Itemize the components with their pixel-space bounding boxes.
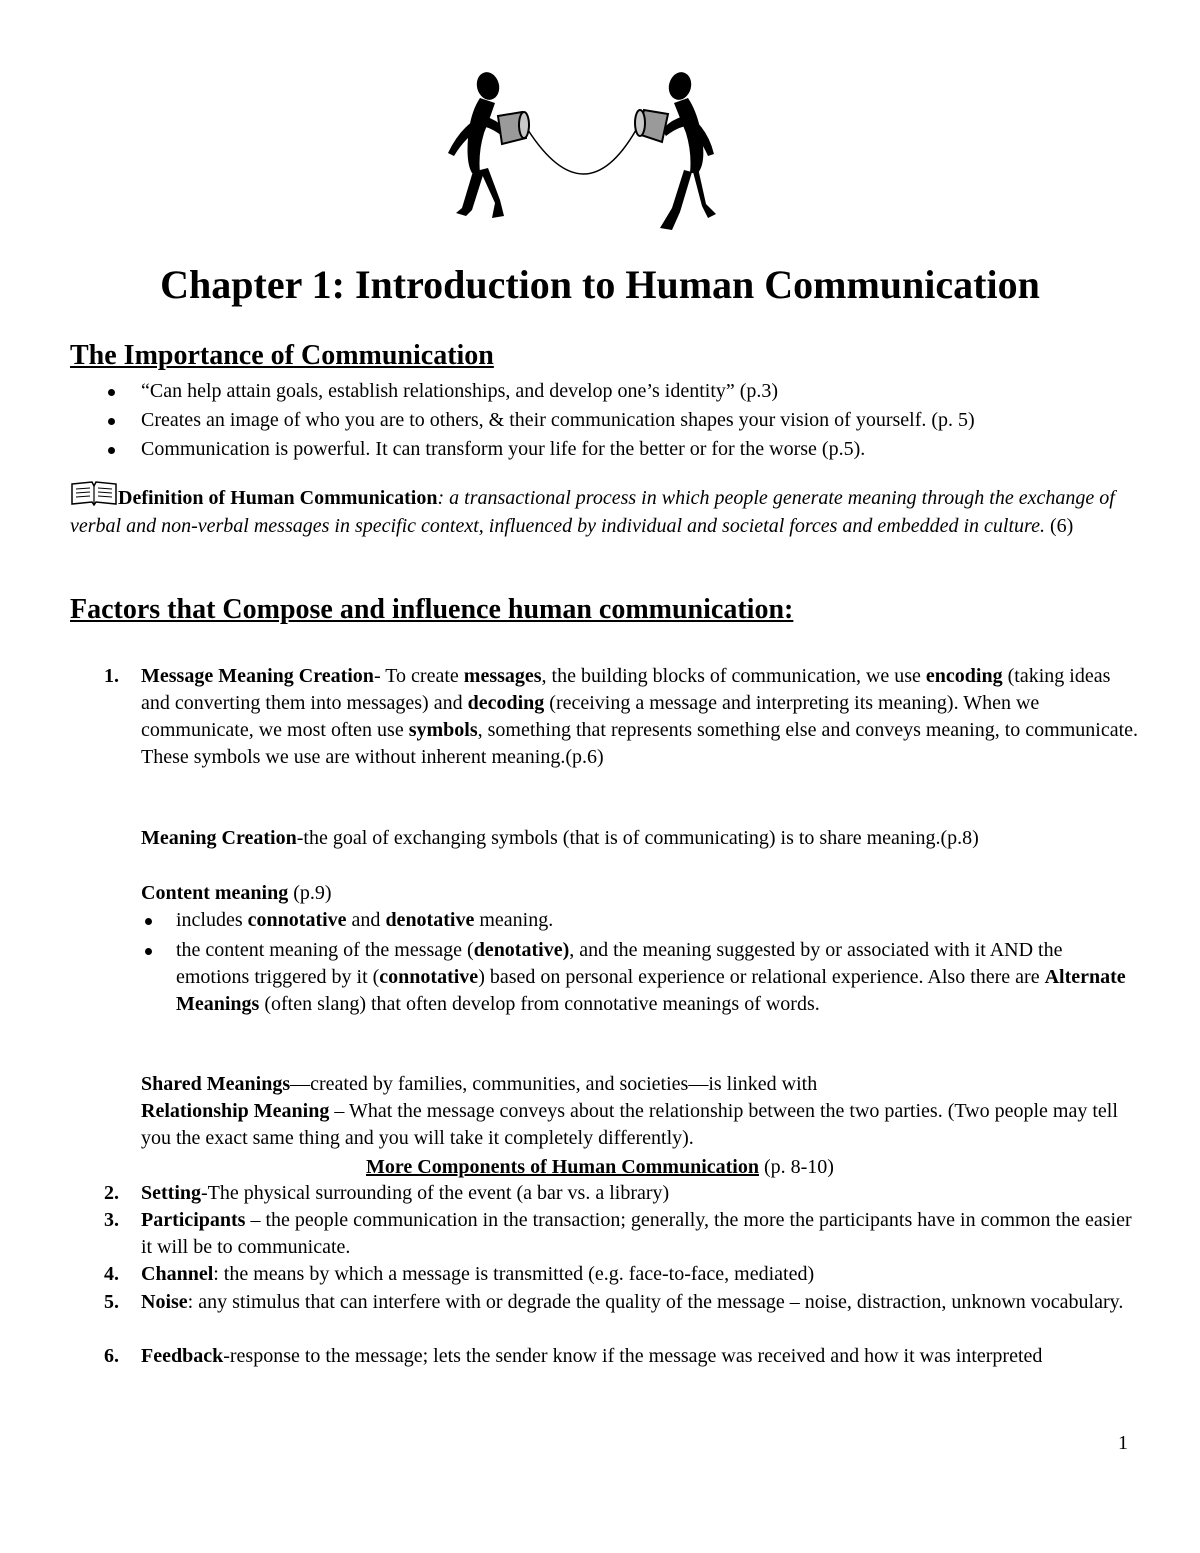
text-run: -the goal of exchanging symbols (that is of communicating) is to share meaning.(p.8)	[296, 827, 979, 849]
chapter-title: Chapter 1: Introduction to Human Communication	[160, 262, 1040, 307]
text-run: (p.9)	[288, 882, 332, 904]
bold-term: encoding	[925, 665, 1003, 687]
channel-item	[141, 1261, 1141, 1288]
content-meaning-paragraph	[141, 880, 1141, 907]
bold-term: Message Meaning Creation	[141, 665, 374, 687]
page-number: 1	[1118, 1432, 1128, 1454]
list-number: 5.	[104, 1291, 119, 1313]
text-run: , the building blocks of communication, we use	[541, 665, 926, 687]
bold-term: Meaning Creation	[141, 827, 297, 849]
list-number: 2.	[104, 1182, 119, 1204]
text-run: , and the meaning suggested by or associated with it AND the emotions triggered by it (	[176, 939, 1063, 988]
bold-term: decoding	[467, 692, 545, 714]
message-meaning-creation-paragraph	[141, 663, 1141, 771]
text-run: - To create	[373, 665, 464, 687]
bold-term: Noise	[141, 1291, 188, 1313]
shared-meanings-paragraph	[141, 1071, 1141, 1098]
bullet-icon	[108, 389, 115, 396]
bold-term: Participants	[141, 1209, 246, 1231]
definition-term: Definition of Human Communication	[118, 487, 438, 509]
list-number: 6.	[104, 1345, 119, 1367]
bullet-text: Creates an image of who you are to others, & their communication shapes your vision of yourself. (p. 5)	[141, 409, 975, 431]
bold-term: symbols	[408, 719, 478, 741]
bullet-text: “Can help attain goals, establish relationships, and develop one’s identity” (p.3)	[141, 380, 779, 402]
bold-term: Channel	[141, 1263, 214, 1285]
text-run: -The physical surrounding of the event (a bar vs. a library)	[201, 1182, 670, 1204]
components-heading	[0, 1154, 1200, 1181]
noise-item	[141, 1289, 1141, 1316]
bold-term: Content meaning	[141, 882, 289, 904]
bold-term: denotative	[385, 909, 475, 931]
bold-term: Shared Meanings	[141, 1073, 291, 1095]
bold-term: connotative	[247, 909, 347, 931]
bold-term: Relationship Meaning	[141, 1100, 330, 1122]
bold-term: Feedback	[141, 1345, 224, 1367]
text-run: , something that represents something else and conveys meaning, to communicate. These symbols we use are without inherent meaning.(p.6)	[141, 719, 1139, 768]
list-number: 1.	[104, 665, 119, 687]
list-number: 4.	[104, 1263, 119, 1285]
bullet-text: Communication is powerful. It can transform your life for the better or for the worse (p.5).	[141, 438, 866, 460]
section-heading-importance: The Importance of Communication	[70, 340, 494, 371]
bold-term: messages	[463, 665, 542, 687]
definition-text: a transactional process in which people generate meaning through the exchange of verbal and non-verbal messages in specific context, influenced by individual and societal forces and embedded in culture.	[70, 487, 1115, 537]
participants-item	[141, 1207, 1141, 1261]
relationship-meaning-paragraph	[141, 1098, 1141, 1152]
text-run: and	[346, 909, 386, 931]
bold-term: Setting	[141, 1182, 201, 1204]
text-run: the content meaning of the message (	[176, 939, 474, 961]
components-heading-text: More Components of Human Communication	[366, 1156, 759, 1178]
text-run: : the means by which a message is transmitted (e.g. face-to-face, mediated)	[213, 1263, 815, 1285]
text-run: : any stimulus that can interfere with or degrade the quality of the message – noise, distraction, unknown vocabulary.	[187, 1291, 1124, 1313]
tin-can-telephone-illustration	[440, 68, 730, 240]
text-run: —created by families, communities, and societies—is linked with	[290, 1073, 818, 1095]
bullet-text	[176, 937, 1136, 1018]
text-run: -response to the message; lets the sender know if the message was received and how it was interpreted	[223, 1345, 1043, 1367]
list-number: 3.	[104, 1209, 119, 1231]
text-run: includes	[176, 909, 248, 931]
components-ref: (p. 8-10)	[758, 1156, 834, 1178]
text-run: (taking ideas and converting them into messages) and	[141, 665, 1111, 714]
definition-colon: :	[437, 487, 445, 509]
bullet-icon	[108, 447, 115, 454]
setting-item	[141, 1180, 1141, 1207]
text-run: – the people communication in the transaction; generally, the more the participants have in common the easier it will be to communicate.	[141, 1209, 1132, 1258]
bold-term: denotative)	[473, 939, 570, 961]
definition-paragraph	[70, 480, 1140, 540]
feedback-item	[141, 1343, 1141, 1370]
text-run: – What the message conveys about the relationship between the two parties. (Two people may tell you the exact same thing and you will take it completely differently).	[141, 1100, 1118, 1149]
bullet-icon	[145, 918, 152, 925]
bold-term: connotative	[379, 966, 479, 988]
bullet-icon	[145, 948, 152, 955]
book-icon	[70, 480, 118, 506]
text-run: meaning.	[474, 909, 554, 931]
bullet-text	[176, 907, 1136, 934]
text-run: (often slang) that often develop from connotative meanings of words.	[259, 993, 820, 1015]
text-run: (receiving a message and interpreting its meaning). When we communicate, we most often use	[141, 692, 1040, 741]
bullet-icon	[108, 418, 115, 425]
definition-ref: (6)	[1044, 515, 1074, 537]
meaning-creation-paragraph	[141, 825, 1141, 852]
bold-term: Alternate Meanings	[176, 966, 1126, 1015]
text-run: ) based on personal experience or relational experience. Also there are	[478, 966, 1045, 988]
section-heading-factors: Factors that Compose and influence human communication:	[70, 594, 794, 625]
